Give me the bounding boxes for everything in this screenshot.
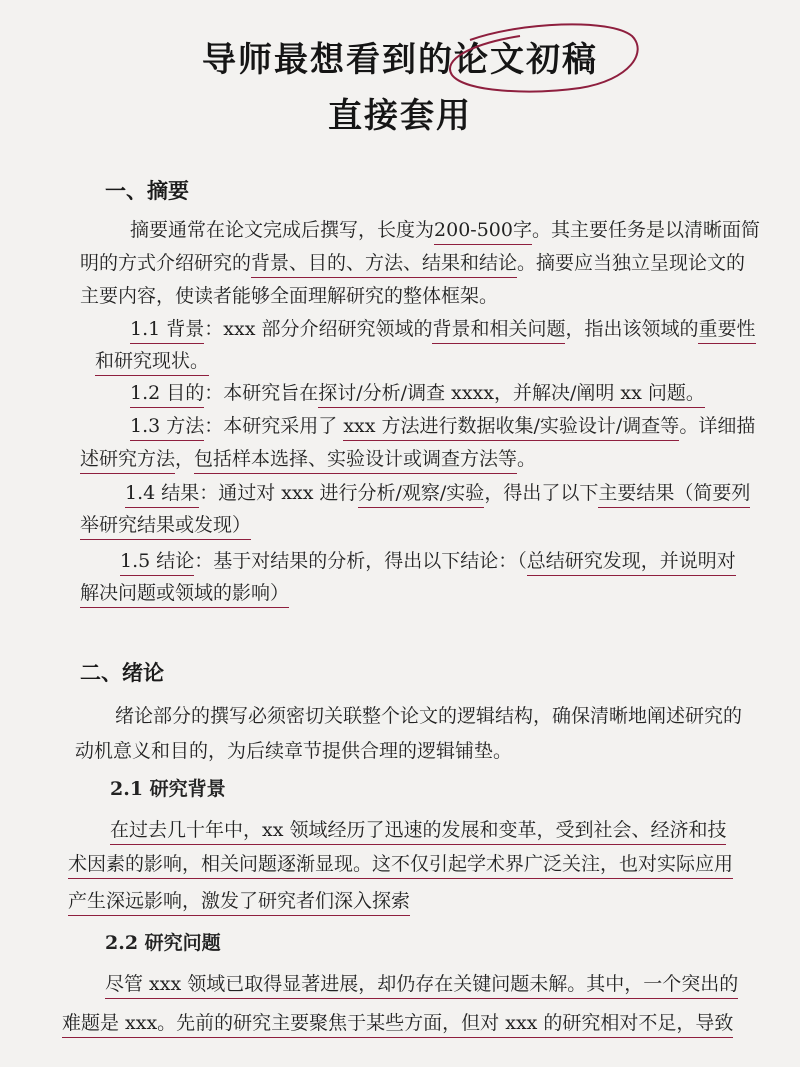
underlined-text: 尽管 xxx 领域已取得显著进展，却仍存在关键问题未解。其中，一个突出的 [105,973,738,999]
text-segment: 明的方式介绍研究的 [80,252,252,274]
underlined-text: xxx 方法进行数据收集/实验设计/调查等 [343,415,679,441]
underlined-text: 分析/观察/实验 [358,482,485,508]
underlined-text: 1.5 结论 [120,550,194,576]
underlined-text: 总结研究发现，并说明对 [527,550,736,576]
text-segment: ：xxx 部分介绍研究领域的 [204,318,433,340]
text-line [130,316,756,342]
text-line [130,217,760,243]
text-line [105,930,221,956]
text-line [75,738,512,764]
underlined-text: 述研究方法 [80,448,175,474]
underlined-text: 1.2 目的 [130,382,204,408]
text-line [80,250,745,276]
text-segment: 绪论部分的撰写必须密切关联整个论文的逻辑结构，确保清晰地阐述研究的 [115,705,743,727]
text-segment: ：通过对 xxx 进行 [199,482,358,504]
underlined-text: 难题是 xxx。先前的研究主要聚焦于某些方面，但对 xxx 的研究相对不足，导致 [62,1012,733,1038]
text-segment: 2.2 研究问题 [105,932,221,954]
text-line [115,703,742,729]
text-segment: ，指出该领域的 [565,318,699,340]
underlined-text: 1.3 方法 [130,415,204,441]
underlined-text: 产生深远影响，激发了研究者们深入探索 [68,890,410,916]
underlined-text: 探讨/分析/调查 xxxx，并解决/阐明 xx 问题。 [318,382,705,408]
text-line [80,512,251,538]
text-line [120,548,736,574]
underlined-text: 在过去几十年中，xx 领域经历了迅速的发展和变革，受到社会、经济和技 [110,819,726,845]
underlined-text: 背景和相关问题 [432,318,565,344]
text-line [105,971,738,997]
underlined-text: 200-500字 [434,219,532,245]
text-line [125,480,750,506]
underlined-text: 举研究结果或发现） [80,514,251,540]
text-line [130,380,705,406]
text-segment: 。详细描 [679,415,756,437]
underlined-text: 1.1 背景 [130,318,204,344]
text-segment: 。 [517,448,537,470]
text-segment: 。摘要应当独立呈现论文的 [517,252,746,274]
underlined-text: 和研究现状。 [95,350,209,376]
text-line [110,776,226,802]
underlined-text: 背景、目的、方法、结果和结论 [251,252,517,278]
section-heading-abstract: 一、摘要 [105,178,189,203]
text-segment: 。其主要任务是以清晰面简 [531,219,760,241]
underlined-text: 解决问题或领域的影响） [80,582,289,608]
underlined-text: 主要结果（简要列 [598,482,750,508]
text-line [68,851,733,877]
text-segment: ，得出了以下 [484,482,599,504]
underlined-text: 术因素的影响，相关问题逐渐显现。这不仅引起学术界广泛关注，也对实际应用 [68,853,733,879]
text-line [80,580,289,606]
text-segment: ， [175,448,195,470]
text-segment: 动机意义和目的，为后续章节提供合理的逻辑铺垫。 [75,740,513,762]
text-line [95,348,209,374]
section-heading-introduction: 二、绪论 [80,660,164,685]
text-line [130,413,755,439]
underlined-text: 重要性 [698,318,755,344]
document-title [0,40,800,80]
text-line [80,283,498,309]
text-line [62,1010,733,1036]
underlined-text: 1.4 结果 [125,482,199,508]
title-plain: 导师最想看到的 [202,40,454,80]
text-segment: 主要内容，使读者能够全面理解研究的整体框架。 [80,285,499,307]
text-line [80,446,536,472]
document-subtitle: 直接套用 [328,96,472,136]
text-line [68,888,410,914]
text-line [110,817,726,843]
title-circled: 论文初稿 [454,40,598,80]
text-segment: ：本研究旨在 [204,382,319,404]
text-segment: 摘要通常在论文完成后撰写，长度为 [130,219,435,241]
text-segment: 2.1 研究背景 [110,778,226,800]
text-segment: ：本研究采用了 [204,415,344,437]
underlined-text: 包括样本选择、实验设计或调查方法等 [194,448,517,474]
text-segment: ：基于对结果的分析，得出以下结论：（ [194,550,527,572]
